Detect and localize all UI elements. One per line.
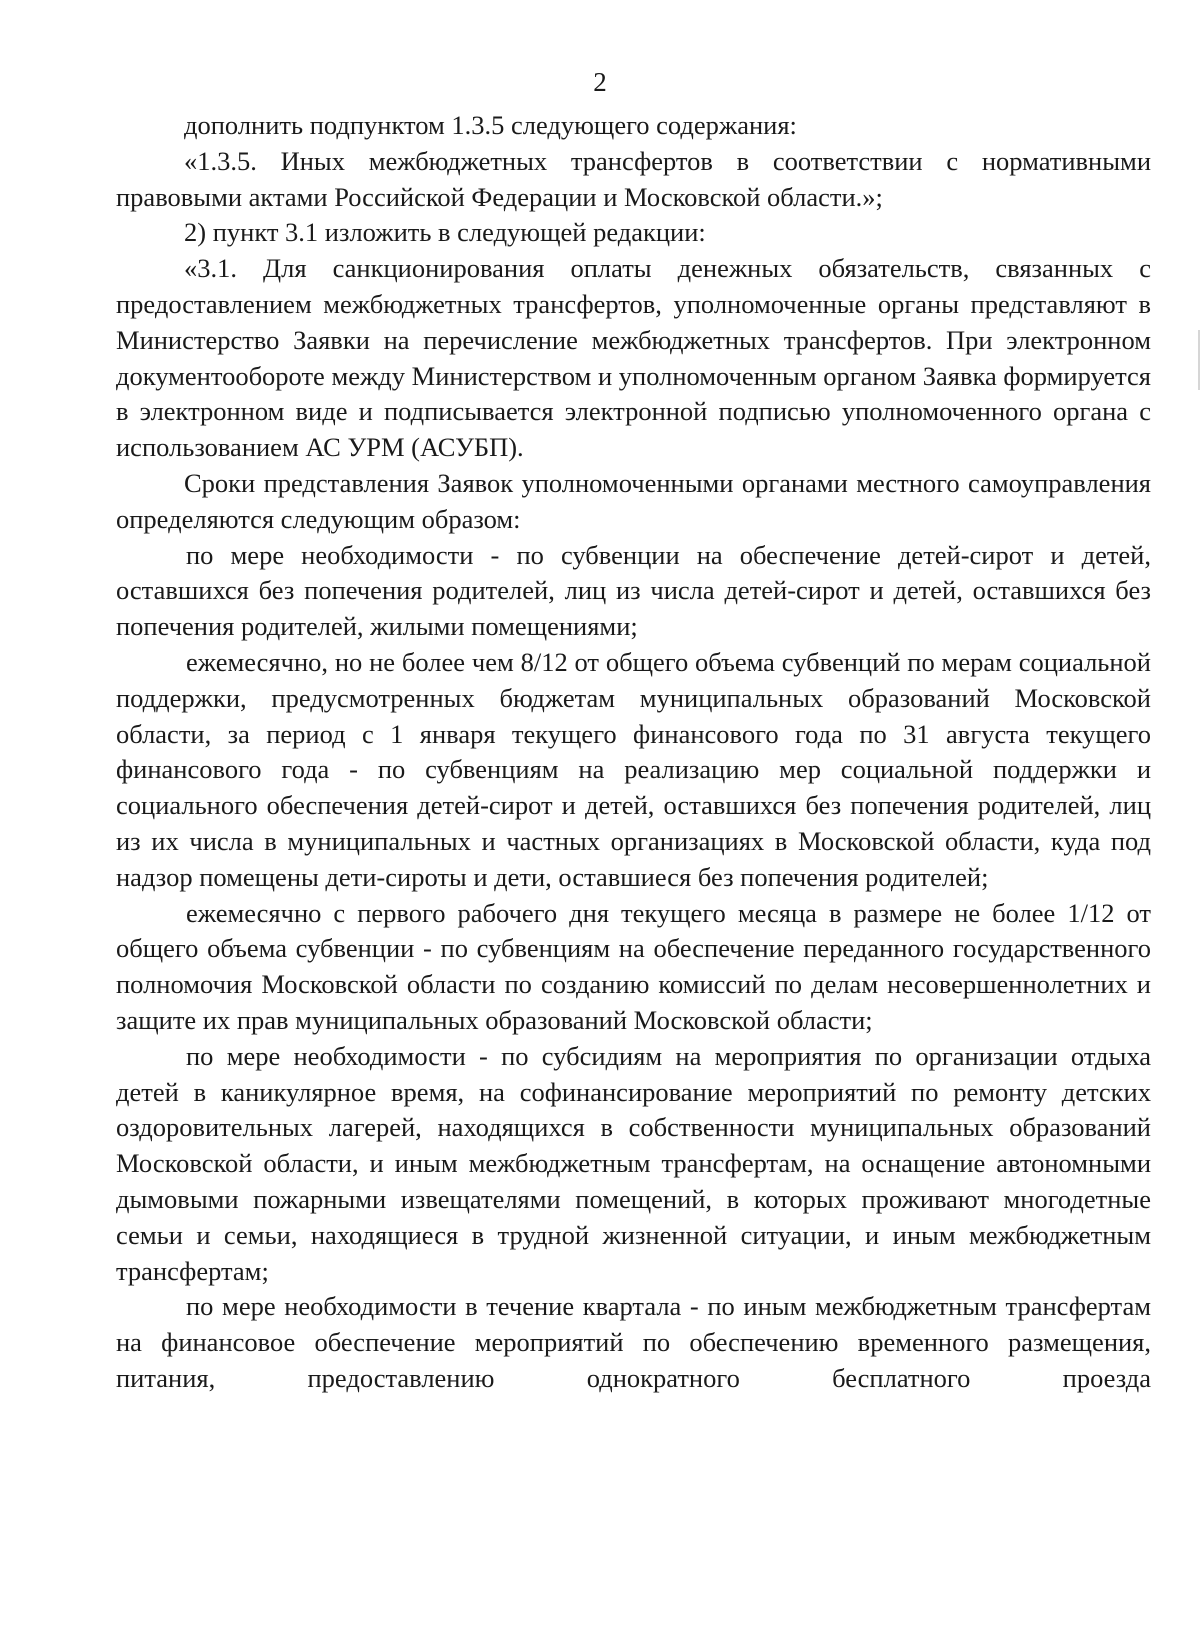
page-number: 2 [593, 67, 607, 97]
paragraph-subclause-1-3-5: «1.3.5. Иных межбюджетных трансфертов в соответствии с нормативными правовыми актами Российской Федерации и Московской области.»; [116, 145, 1151, 212]
paragraph-clause-3-1-intro: 2) пункт 3.1 изложить в следующей редакции: [184, 217, 706, 248]
paragraph-other-transfers: по мере необходимости в течение квартала - по иным межбюджетным трансфертам на финансовое обеспечение мероприятий по обеспечению временного размещения, питания, предоставлению однократного бесплатного проезда [116, 1291, 1151, 1393]
paragraph-children-recreation: по мере необходимости - по субсидиям на мероприятия по организации отдыха детей в каникулярное время, на софинансирование мероприятий по ремонту детских оздоровительных лагерей, находящихся в собственности муниципальных образований Московской области, и иным межбюджетным трансфертам, на оснащение автономными дымовыми пожарными извещателями помещений, в которых проживают многодетные семьи и семьи, находящиеся в трудной жизненной ситуации, и иным межбюджетным трансфертам; [116, 1040, 1151, 1286]
paragraph-social-support: ежемесячно, но не более чем 8/12 от общего объема субвенций по мерам социальной поддержки, предусмотренных бюджетам муниципальных образований Московской области, за период с 1 января текущего финансового года по 31 августа текущего финансового года - по субвенциям на реализацию мер социальной поддержки и социального обеспечения детей-сирот и детей, оставшихся без попечения родителей, лиц из их числа в муниципальных и частных организациях в Московской области, куда под надзор помещены дети-сироты и дети, оставшиеся без попечения родителей; [116, 646, 1151, 892]
document-body [116, 108, 1151, 1397]
paragraph-minors-commissions: ежемесячно с первого рабочего дня текущего месяца в размере не более 1/12 от общего объема субвенции - по субвенциям на обеспечение переданного государственного полномочия Московской области по созданию комиссий по делам несовершеннолетних и защите их прав муниципальных образований Московской области; [116, 897, 1151, 1035]
paragraph-orphan-housing: по мере необходимости - по субвенции на обеспечение детей-сирот и детей, оставшихся без попечения родителей, лиц из числа детей-сирот и детей, оставшихся без попечения родителей, жилыми помещениями; [116, 539, 1151, 642]
paragraph-deadlines-intro: Сроки представления Заявок уполномоченными органами местного самоуправления определяются следующим образом: [116, 467, 1151, 534]
paragraph-amendment-intro: дополнить подпунктом 1.3.5 следующего содержания: [184, 110, 797, 140]
paragraph-clause-3-1: «3.1. Для санкционирования оплаты денежных обязательств, связанных с предоставлением межбюджетных трансфертов, уполномоченные органы представляют в Министерство Заявки на перечисление межбюджетных трансфертов. При электронном документообороте между Министерством и уполномоченным органом Заявка формируется в электронном виде и подписывается электронной подписью уполномоченного органа с использованием АС УРМ (АСУБП). [116, 253, 1151, 463]
